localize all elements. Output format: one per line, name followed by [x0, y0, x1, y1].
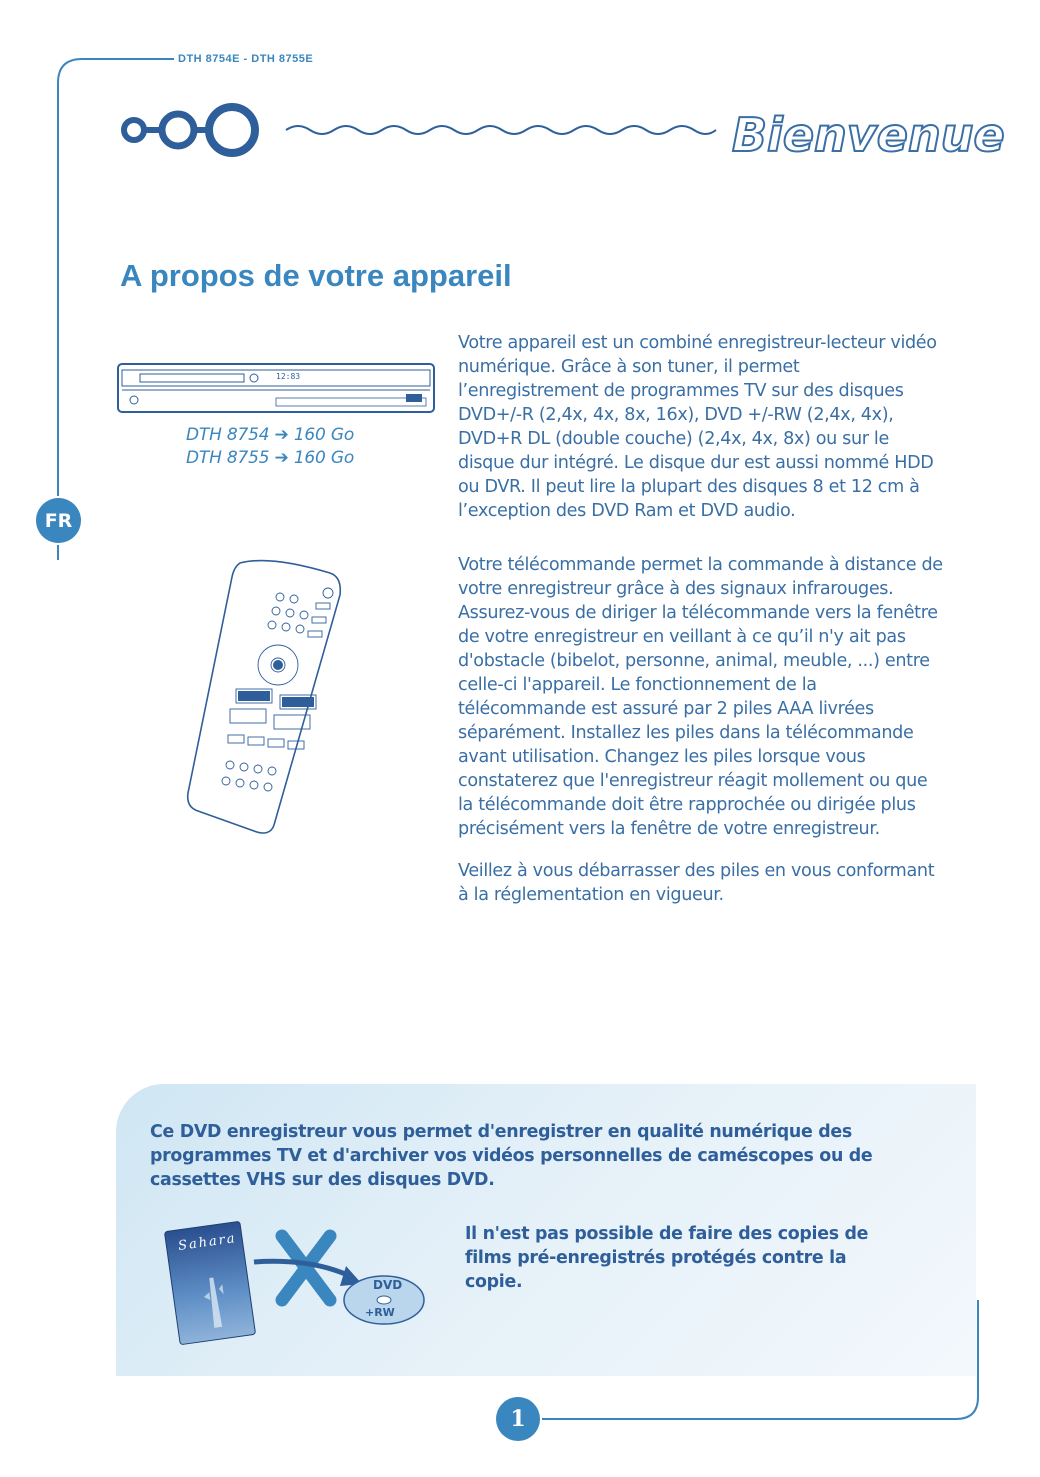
caption-capacity: 160 Go: [293, 448, 355, 468]
caption-model: DTH 8754: [186, 425, 270, 445]
remote-control-illustration: [180, 555, 350, 835]
arrow-right-icon: ➔: [274, 448, 289, 468]
device-display-readout: 12:83: [276, 372, 301, 381]
language-tab-badge: FR: [36, 498, 81, 543]
info-box-main-text: Ce DVD enregistreur vous permet d'enregistrer en qualité numérique des programmes TV et d'archiver vos vidéos personnelles de caméscopes ou de cassettes VHS sur des disques DVD.: [150, 1122, 873, 1190]
disc-label-dvd: DVD: [373, 1278, 403, 1292]
header-model-line: DTH 8754E - DTH 8755E: [178, 53, 314, 65]
page-title: Bienvenue: [732, 108, 1005, 162]
copy-forbidden-cross-icon: [250, 1228, 430, 1332]
paragraph-batteries: Veillez à vous débarrasser des piles en vous conformant à la réglementation en vigueur.: [458, 861, 935, 905]
paragraph-remote: Votre télécommande permet la commande à distance de votre enregistreur grâce à des signaux infrarouges. Assurez-vous de diriger la télécommande vers la fenêtre de votre enregistreur en veillant à ce qu’il n'y ait pas d'obstacle (bibelot, personne, animal, meuble, ...) entre celle-ci l'appareil. Le fonctionnement de la télécommande est assuré par 2 piles AAA livrées séparément. Installez les piles dans la télécommande avant utilisation. Changez les piles lorsque vous constaterez que l'enregistreur réagit mollement ou que la télécommande doit être rapprochée ou dirigée plus précisément vers la fenêtre de votre enregistreur.: [458, 555, 943, 839]
caption-capacity: 160 Go: [293, 425, 355, 445]
section-title: A propos de votre appareil: [120, 258, 512, 293]
page-number: 1: [496, 1397, 540, 1441]
decorative-circles: [118, 100, 718, 164]
disc-label-rw: +RW: [365, 1306, 395, 1319]
caption-dth8755: [186, 448, 354, 468]
dvd-case-title: Sahara: [177, 1230, 238, 1255]
info-box-copy-text: Il n'est pas possible de faire des copies de films pré-enregistrés protégés contre la copie.: [465, 1224, 869, 1292]
caption-dth8754: [186, 425, 354, 445]
caption-model: DTH 8755: [186, 448, 270, 468]
arrow-right-icon: ➔: [274, 425, 289, 445]
dvd-recorder-illustration: [116, 360, 438, 416]
paragraph-device: Votre appareil est un combiné enregistreur-lecteur vidéo numérique. Grâce à son tuner, il permet l’enregistrement de programmes TV sur des disques DVD+/-R (2,4x, 4x, 8x, 16x), DVD +/-RW (2,4x, 4x), DVD+R DL (double couche) (2,4x, 4x, 8x) ou sur le disque dur intégré. Le disque dur est aussi nommé HDD ou DVR. Il peut lire la plupart des disques 8 et 12 cm à l’exception des DVD Ram et DVD audio.: [458, 333, 937, 521]
